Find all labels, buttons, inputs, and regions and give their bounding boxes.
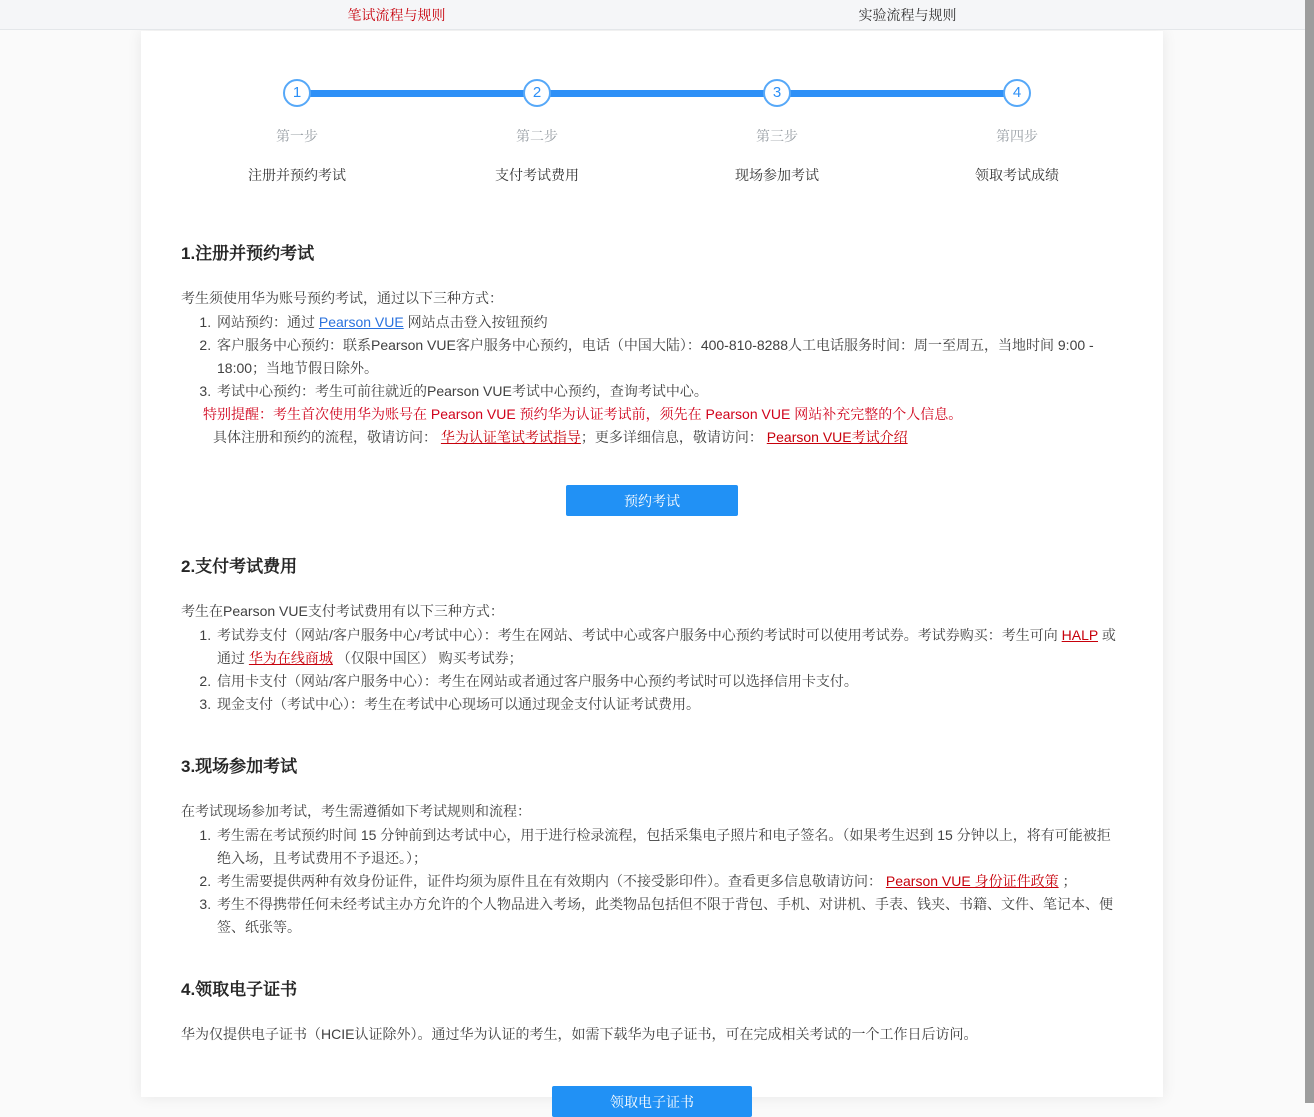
tab-lab-exam-rules[interactable]: 实验流程与规则 [858, 6, 957, 23]
section-1-intro: 考生须使用华为账号预约考试，通过以下三种方式： [181, 290, 503, 306]
more-info-text: 具体注册和预约的流程，敬请访问： [213, 429, 441, 445]
scrollbar-track [1305, 0, 1314, 1103]
list-item: 3. 考生不得携带任何未经考试主办方允许的个人物品进入考场，此类物品包括但不限于背包、手机、对讲机、手表、钱夹、书籍、文件、笔记本、便签、纸张等。 [215, 893, 1123, 939]
section-3-list [181, 824, 1123, 939]
content-card [141, 31, 1163, 1110]
item-text: （仅限中国区） 购买考试券； [332, 650, 523, 666]
list-item: 1. 考生需在考试预约时间 15 分钟前到达考试中心，用于进行检录流程，包括采集电子照片和电子签名。（如果考生迟到 15 分钟以上，将有可能被拒绝入场，且考试费用不予退还。）； [215, 824, 1123, 870]
rules-content [141, 239, 1163, 1117]
section-1-heading: 1.注册并预约考试 [181, 244, 315, 263]
list-item: 2. 客户服务中心预约：联系Pearson VUE客户服务中心预约，电话（中国大陆）：400-810-8288人工电话服务时间：周一至周五，当地时间 9:00 - 18:00；当地节假日除外。 [215, 334, 1123, 380]
top-tab-bar [0, 0, 1305, 30]
step-1-circle: 1 [283, 79, 311, 107]
section-3-heading: 3.现场参加考试 [181, 757, 298, 776]
step-4-circle: 4 [1003, 79, 1031, 107]
step-3-circle: 3 [763, 79, 791, 107]
section-3-intro: 在考试现场参加考试，考生需遵循如下考试规则和流程： [181, 803, 531, 819]
item-text: 考试券支付（网站/客户服务中心/考试中心）：考生在网站、考试中心或客户服务中心预约考试时可以使用考试券。考试券购买：考生可向 [217, 627, 1062, 643]
step-1-name: 第一步 [276, 128, 318, 144]
step-2-label: 支付考试费用 [495, 167, 579, 183]
tab-container [141, 0, 1163, 29]
pearson-vue-exam-intro-link[interactable]: Pearson VUE考试介绍 [766, 429, 908, 445]
special-reminder-note: 特别提醒：考生首次使用华为账号在 Pearson VUE 预约华为认证考试前，须先在 Pearson VUE 网站补充完整的个人信息。 [203, 406, 963, 422]
more-info-line [213, 426, 1123, 449]
huawei-online-mall-link[interactable]: 华为在线商城 [248, 650, 333, 666]
step-4-label: 领取考试成绩 [975, 167, 1059, 183]
more-info-text: ；更多详细信息，敬请访问： [580, 429, 767, 445]
section-4-heading: 4.领取电子证书 [181, 980, 298, 999]
id-policy-link[interactable]: Pearson VUE 身份证件政策 [885, 873, 1059, 889]
section-4-intro: 华为仅提供电子证书（HCIE认证除外）。通过华为认证的考生，如需下载华为电子证书，可在完成相关考试的一个工作日后访问。 [181, 1026, 978, 1042]
scrollbar-thumb[interactable] [1305, 0, 1314, 1103]
stepper-connector-line [297, 90, 1017, 97]
written-exam-guide-link[interactable]: 华为认证笔试考试指导 [440, 429, 581, 445]
exam-steps-progress [177, 79, 1137, 185]
step-2-name: 第二步 [516, 128, 558, 144]
get-certificate-button[interactable]: 领取电子证书 [552, 1086, 752, 1117]
step-3-name: 第三步 [756, 128, 798, 144]
item-text: 考生需要提供两种有效身份证件，证件均须为原件且在有效期内（不接受影印件）。查看更多信息敬请访问： [217, 873, 886, 889]
list-item [215, 870, 1123, 893]
step-2-circle: 2 [523, 79, 551, 107]
list-item: 2. 信用卡支付（网站/客户服务中心）：考生在网站或者通过客户服务中心预约考试时可以选择信用卡支付。 [215, 670, 1123, 693]
section-1-list [181, 311, 1123, 403]
list-item [215, 311, 1123, 334]
book-exam-button[interactable]: 预约考试 [566, 485, 738, 516]
list-item [215, 624, 1123, 670]
list-item: 3. 考试中心预约：考生可前往就近的Pearson VUE考试中心预约，查询考试中心。 [215, 380, 1123, 403]
list-item: 3. 现金支付（考试中心）：考生在考试中心现场可以通过现金支付认证考试费用。 [215, 693, 1123, 716]
step-4-name: 第四步 [996, 128, 1038, 144]
item-text: 网站预约：通过 [217, 314, 319, 330]
section-2-heading: 2.支付考试费用 [181, 557, 298, 576]
section-2-intro: 考生在Pearson VUE支付考试费用有以下三种方式： [181, 603, 504, 619]
halp-link[interactable]: HALP [1061, 627, 1098, 643]
section-2-list [181, 624, 1123, 716]
step-1-label: 注册并预约考试 [248, 167, 346, 183]
pearson-vue-link[interactable]: Pearson VUE [318, 314, 404, 330]
item-text: ； [1058, 873, 1077, 889]
tab-written-exam-rules[interactable]: 笔试流程与规则 [347, 6, 446, 23]
step-3-label: 现场参加考试 [735, 167, 819, 183]
item-text: 或通过 [217, 627, 1116, 666]
item-text: 网站点击登入按钮预约 [403, 314, 548, 330]
